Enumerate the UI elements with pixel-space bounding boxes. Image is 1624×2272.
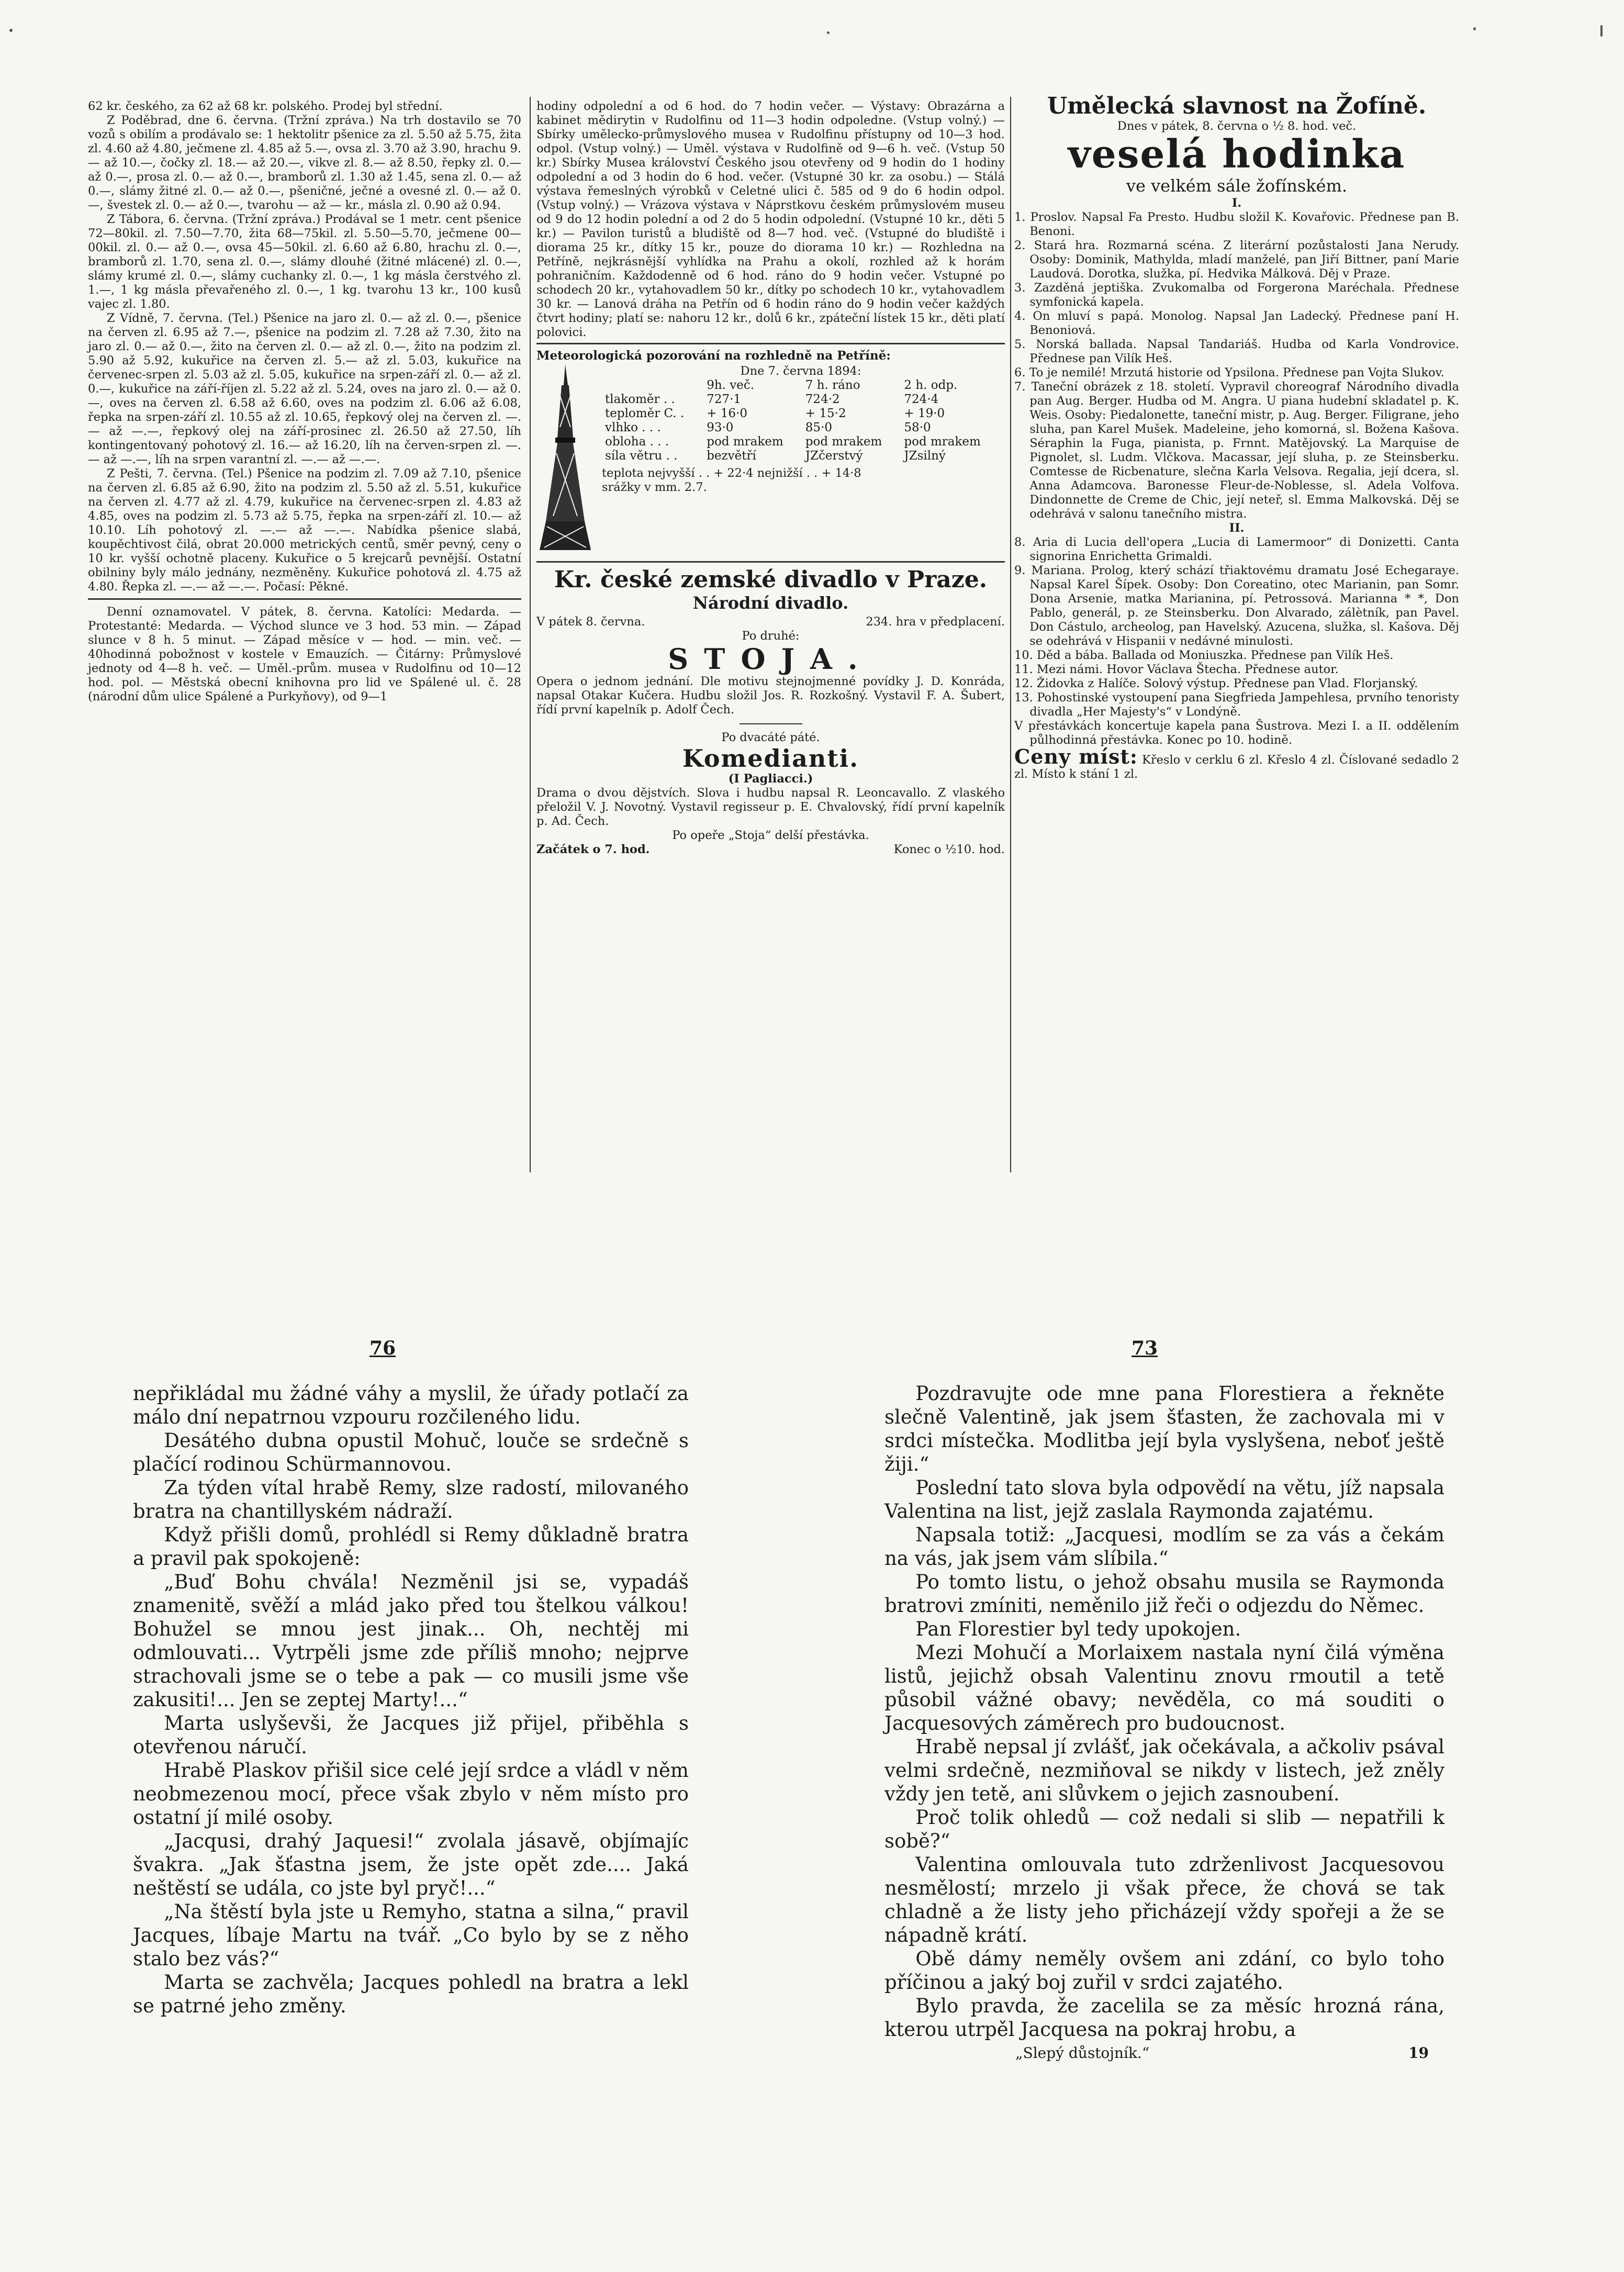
sheet-number: 19 — [1408, 2044, 1429, 2062]
theatre-subtitle: Národní divadlo. — [692, 593, 849, 613]
print-speck — [1473, 27, 1476, 30]
drama-title: Komedianti. — [682, 744, 859, 773]
novel-paragraph: Pozdravujte ode mne pana Florestiera a řekněte slečně Valentině, jak jsem šťasten, že zachovala mi v srdci místečka. Modlitba její byla vyslyšena, neboť ještě žiji.“ — [884, 1382, 1444, 1475]
novel-page-left — [133, 1382, 689, 2018]
novel-page-right — [884, 1382, 1444, 2065]
meteo-header-cell: 2 h. odp. — [904, 378, 958, 392]
drama-description: Drama o dvou dějstvích. Slova i hudbu napsal R. Leoncavallo. Z vlaského přeložil V. J. Novotný. Vystavil regisseur p. E. Chvalovský, řídí první kapelník p. Ad. Čech. — [536, 786, 1005, 828]
festival-column — [1014, 93, 1459, 781]
novel-paragraph: Bylo pravda, že zacelila se za měsíc hrozná rána, kterou utrpěl Jacquesa na pokraj hrobu, a — [884, 1995, 1444, 2041]
section-rule — [536, 340, 1005, 344]
program-item: 2. Stará hra. Rozmarná scéna. Z literární pozůstalosti Jana Nerudy. Osoby: Dominik, Mathylda, mladí manželé, pan Jiří Bittner, paní Marie Laudová. Dorotka, služka, pí. Hedvika Málková. Děj v Praze. — [1014, 239, 1459, 281]
program-item: 3. Zazděná jeptiška. Zvukomalba od Forgerona Maréchala. Přednese symfonická kapela. — [1014, 281, 1459, 309]
print-speck — [9, 29, 13, 32]
theatre-performance: 234. hra v předplacení. — [866, 615, 1005, 629]
meteo-cell: + 19·0 — [904, 407, 945, 420]
program-item: 5. Norská ballada. Napsal Tandariáš. Hudba od Karla Vondrovice. Přednese pan Vilík Heš. — [1014, 338, 1459, 365]
meteo-rainfall: srážky v mm. 2.7. — [602, 480, 707, 494]
meteo-cell: 727·1 — [707, 393, 742, 406]
novel-paragraph: Po tomto listu, o jehož obsahu musila se Raymonda bratrovi zmíniti, neměnilo již řeči o odjezdu do Němec. — [884, 1571, 1444, 1617]
market-reports-column — [88, 99, 521, 704]
times-row — [536, 843, 1005, 857]
program-item: 13. Pohostinské vystoupení pana Siegfrieda Jampehlesa, prvního tenoristy divadla „Her Majesty's“ v Londýně. — [1014, 691, 1459, 719]
section-rule — [88, 594, 521, 600]
novel-paragraph: Hrabě Plaskov přišil sice celé její srdce a vládl v něm neobmezenou mocí, přece však zbylo v něm místo pro ostatní jí milé osoby. — [133, 1759, 689, 1829]
meteo-cell: JZsilný — [904, 449, 946, 463]
novel-paragraph: Napsala totiž: „Jacquesi, modlím se za vás a čekám na vás, jak jsem vám slíbila.“ — [884, 1524, 1444, 1570]
events-column — [536, 99, 1005, 857]
meteo-header-row — [602, 378, 1000, 393]
meteo-cell: + 15·2 — [805, 407, 846, 420]
novel-paragraph: Za týden vítal hrabě Remy, slze radostí, milovaného bratra na chantillyském nádraží. — [133, 1476, 689, 1523]
part-heading: I. — [1231, 196, 1242, 210]
page-number-left: 76 — [369, 1337, 396, 1359]
start-time: Začátek o 7. hod. — [536, 843, 650, 856]
prices-text: Křeslo v cerklu 6 zl. Křeslo 4 zl. Číslované sedadlo 2 zl. Místo k stání 1 zl. — [1014, 753, 1459, 781]
meteo-row — [602, 393, 1000, 407]
program-item: 11. Mezi námi. Hovor Václava Štecha. Přednese autor. — [1014, 663, 1339, 676]
novel-paragraph: Pan Florestier byl tedy upokojen. — [915, 1618, 1241, 1640]
meteo-cell: 724·2 — [805, 393, 840, 406]
market-paragraph: Z Poděbrad, dne 6. června. (Tržní zpráva.) Na trh dostavilo se 70 vozů s obilím a prodávalo se: 1 hektolitr pšenice za zl. 5.50 až 5.75, žita zl. 4.60 až 4.80, ječmene zl. 4.85 až 5.—, ovsa zl. 3.70 až 3.90, hrachu 9.— až 10.—, čočky zl. 18.— až 20.—, vikve zl. 8.— až 8.50, řepky zl. 0.— až 0.—, prosa zl. 0.— až 0.—, bramborů zl. 1.30 až 1.45, sena zl. 0.— až 0.—, slámy žitné zl. 0.— až 0.—, pšeničné, ječné a ovesné zl. 0.— až 0.—, švestek zl. 0.— až 0.—, tvarohu — až — kr., másla zl. 0.90 až 0.94. — [88, 114, 521, 212]
program-item: 9. Mariana. Prolog, který schází třiaktovému dramatu José Echegaraye. Napsal Karel Šípek. Osoby: Don Coreatino, otec Marianin, pan Somr. Dona Arsenie, matka Marianina, pí. Petrossová. Marianna * *, Don Pablo, generál, p. ze Steinsberku. Don Alvarado, zálètník, pan Pavel. Don Cástulo, archeolog, pan Havelský. Azucena, služka, sl. Kašova. Děj se odehrává v Hispanii v nedávné minulosti. — [1014, 564, 1459, 648]
meteo-cell: tlakoměr . . — [605, 393, 675, 406]
meteo-cell: bezvětří — [707, 449, 756, 463]
market-paragraph: Z Vídně, 7. června. (Tel.) Pšenice na jaro zl. 0.— až zl. 0.—, pšenice na červen zl. 6.95 až 7.—, pšenice na podzim zl. 7.28 až 7.30, žito na jaro zl. 0.— až 0.—, žito na červen zl. 0.— až zl. 0.—, žito na podzim zl. 5.90 až 5.92, kukuřice na červen zl. 5.— až zl. 5.03, kukuřice na červenec-srpen zl. 5.03 až zl. 5.05, kukuřice na srpen-září zl. 0.— až zl. 0.—, kukuřice na září-říjen zl. 5.22 až zl. 5.24, oves na jaro zl. 0.— až 0.—, oves na červen zl. 6.58 až 6.60, oves na podzim zl. 6.06 až 6.08, řepka na srpen-září zl. 10.55 až zl. 10.65, řepkový olej na červen zl. —.— až —.—, řepkový olej na září-prosinec zl. 26.50 až 27.50, líh kontingentovaný pohotový zl. 16.— až 16.20, líh na červen-srpen zl. —.— až —.—, líh na srpen varantní zl. —.— až —.—. — [88, 311, 521, 466]
column-rule — [530, 97, 531, 1172]
meteo-cell: 85·0 — [805, 421, 833, 434]
meteo-temperature-extremes: teplota nejvyšší . . + 22·4 nejnižší . . + 14·8 — [602, 466, 861, 480]
theatre-title: Kr. české zemské divadlo v Praze. — [554, 566, 988, 593]
novel-title-footer: „Slepý důstojník.“ — [1015, 2044, 1150, 2062]
program-item: 1. Proslov. Napsal Fa Presto. Hudbu složil K. Kovařovic. Přednese pan B. Benoni. — [1014, 210, 1459, 238]
program-item: 6. To je nemilé! Mrzutá historie od Ypsilona. Přednese pan Vojta Slukov. — [1014, 366, 1444, 379]
drama-subtitle: (I Pagliacci.) — [728, 772, 813, 786]
prices-heading: Ceny míst: — [1014, 745, 1138, 768]
meteo-cell: pod mrakem — [805, 435, 882, 449]
meteo-header-cell: 9h. več. — [707, 378, 755, 392]
festival-date: Dnes v pátek, 8. června o ½ 8. hod. več. — [1117, 119, 1357, 133]
program-item: 7. Taneční obrázek z 18. století. Vypravil choreograf Národního divadla pan Aug. Berger. Hudba od M. Angra. U piana hudební skladatel p. K. Weis. Osoby: Piedalonette, taneční mistr, p. Aug. Berger. Filigrane, jeho sluha, pan Karel Mušek. Madeleine, jeho komorná, sl. Božena Kašova. Séraphin la Fuga, pianista, p. Frnnt. Matějovský. La Marquise de Pignolet, sl. Ludm. Vlčkova. Macassar, její sluha, p. ze Steinsberku. Comtesse de Ricbenature, slečna Karla Velsova. Regalia, její dcera, sl. Anna Adamcova. Baronesse Fleur-de-Noblesse, sl. Adela Volfova. Dindonnette de Creme de Chic, její neteř, sl. Emma Malkovská. Děj se odehrává v salonu tanečního mistra. — [1014, 380, 1459, 521]
novel-paragraph: Marta uslyševši, že Jacques již přijel, přiběhla s otevřenou náručí. — [133, 1712, 689, 1758]
meteo-cell: 724·4 — [904, 393, 939, 406]
exhibitions-text: hodiny odpolední a od 6 hod. do 7 hodin večer. — Výstavy: Obrazárna a kabinet mědirytin v Rudolfinu od 11—3 hodin odpoledne. (Vstup volný.) — Sbírky umělecko-průmyslového musea v Rudolfinu přístupny od 10—3 hod. odpol. (Vstup volný.) — Uměl. výstava v Rudolfině od 9—6 h. več. (Vstup 50 kr.) Sbírky Musea království Českého jsou otevřeny od 9 hodin do 1 hodiny odpolední a od 3 hodin do 6 hod. večer. (Vstupné 30 kr. za osobu.) — Stálá výstava řemeslných výrobků v Celetné ulici č. 585 od 9 do 6 hodin odpol. (Vstup volný.) — Vrázova výstava v Náprstkovu českém průmyslovém museu od 9 do 12 hodin polední a od 2 do 5 hodin odpolední. (Vstupné 10 kr., děti 5 kr.) — Pavilon turistů a bludiště od 8—7 hod. več. (Vstupné do bludiště i diorama 25 kr., dítky 15 kr., pouze do diorama 10 kr.) — Rozhledna na Petříně, nejkrásnější vyhlídka na Prahu a okolí, rozhled až k horám pohraničním. Každodenně od 6 hod. ráno do 9 hodin večer. Vstupné po schodech 20 kr., vytahovadlem 50 kr., dítky po schodech 10 kr., vytahovadlem 30 kr. — Lanová dráha na Petřín od 6 hodin ráno do 9 hodin večer každých čtvrt hodiny; platí se: nahoru 12 kr., dolů 6 kr., zpáteční lístek 15 kr., děti platí polovici. — [536, 99, 1005, 339]
meteo-row — [602, 407, 1000, 421]
meteo-header-cell — [602, 378, 703, 393]
meteo-cell: 93·0 — [707, 421, 734, 434]
meteo-title: Meteorologická pozorování na rozhledně na Petříně: — [536, 349, 891, 363]
novel-paragraph: „Buď Bohu chvála! Nezměnil jsi se, vypadáš znamenitě, svěží a mlád jako před tou štelkou válkou! Bohužel se mnou jest jinak... Oh, nechtěj mi odmlouvati... Vytrpěli jsme zde příliš mnoho; nejprve strachovali jsme se o tebe a pak — co musili jsme vše zakusiti!... Jen se zeptej Marty!...“ — [133, 1571, 689, 1711]
novel-paragraph: Poslední tato slova byla odpovědí na větu, jíž napsala Valentina na list, jejž zaslala Raymonda zajatému. — [884, 1476, 1444, 1523]
end-time: Konec o ½10. hod. — [893, 843, 1005, 856]
meteo-cell: JZčerstvý — [805, 449, 863, 463]
novel-paragraph: „Jacqusi, drahý Jaquesi!“ zvolala jásavě, objímajíc švakra. „Jak šťastna jsem, že jste opět zde.... Jaká neštěstí se udála, co jste byl pryč!...“ — [133, 1830, 689, 1899]
intermission-note: Po opeře „Stoja“ delší přestávka. — [672, 829, 869, 842]
program-item: V přestávkách koncertuje kapela pana Šustrova. Mezi I. a II. oddělením půlhodinná přestávka. Konec po 10. hodině. — [1014, 719, 1459, 747]
program-item: 4. On mluví s papá. Monolog. Napsal Jan Ladecký. Přednese paní H. Benoniová. — [1014, 309, 1459, 337]
novel-paragraph: nepřikládal mu žádné váhy a myslil, že úřady potlačí za málo dní nepatrnou vzpouru rozčileného lidu. — [133, 1382, 689, 1428]
part-heading: II. — [1229, 521, 1245, 535]
market-paragraph: Z Tábora, 6. června. (Tržní zpráva.) Prodával se 1 metr. cent pšenice 72—80kil. zl. 7.50—7.70, žita 68—75kil. zl. 5.50—5.70, ječmene 00—00kil. zl. 0.— až 0.—, ovsa 45—50kil. zl. 6.60 až 6.80, hrachu zl. 0.—, bramborů zl. 1.70, sena zl. 0.—, slámy dlouhé (žitné mlácené) zl. 0.—, slámy krumé zl. 0.—, slámy cuchanky zl. 0.—, 1 kg másla čerstvého zl. 1.—, 1 kg másla převařeného zl. 0.—, 1 kg. tvarohu 13 kr., 100 kusů vajec zl. 1.80. — [88, 212, 521, 311]
novel-paragraph: Obě dámy neměly ovšem ani zdání, co bylo toho příčinou a jaký boj zuřil v srdci zajatého. — [884, 1948, 1444, 1994]
festival-venue: ve velkém sále žofínském. — [1126, 176, 1348, 196]
meteo-table — [602, 378, 1000, 463]
meteo-cell: vlhko . . . — [605, 421, 661, 434]
performance-count: Po druhé: — [742, 629, 800, 643]
novel-paragraph: Proč tolik ohledů — což nedali si slib — nepatřili k sobě?“ — [884, 1806, 1444, 1852]
meteo-cell: + 16·0 — [707, 407, 748, 420]
program-item: 10. Děd a bába. Ballada od Moniuszka. Přednese pan Vilík Heš. — [1014, 648, 1394, 662]
novel-paragraph: Mezi Mohučí a Morlaixem nastala nyní čilá výměna listů, jejichž obsah Valentinu znovu rmoutil a tetě působil vážné obavy; nevěděla, co má souditi o Jacquesových záměrech pro budoucnost. — [884, 1641, 1444, 1734]
novel-paragraph: Marta se zachvěla; Jacques pohledl na bratra a lekl se patrné jeho změny. — [133, 1971, 689, 2017]
novel-paragraph: „Na štěstí byla jste u Remyho, statna a silna,“ pravil Jacques, líbaje Martu na tvář. „Co bylo by se z něho stalo bez vás?“ — [133, 1900, 689, 1970]
meteo-cell: pod mrakem — [707, 435, 783, 449]
performance-count: Po dvacáté páté. — [721, 731, 820, 744]
page-footer — [884, 2041, 1444, 2065]
meteo-cell: obloha . . . — [605, 435, 669, 449]
theatre-date: V pátek 8. června. — [536, 615, 645, 629]
meteo-cell: pod mrakem — [904, 435, 981, 449]
novel-paragraph: Desátého dubna opustil Mohuč, louče se srdečně s plačící rodinou Schürmannovou. — [133, 1429, 689, 1475]
meteo-row — [602, 435, 1000, 449]
meteo-row — [602, 421, 1000, 435]
market-paragraph: 62 kr. českého, za 62 až 68 kr. polského. Prodej byl střední. — [88, 99, 443, 113]
meteo-cell: 58·0 — [904, 421, 931, 434]
meteo-date: Dne 7. června 1894: — [740, 364, 861, 378]
print-speck — [827, 31, 830, 34]
daily-announcements: Denní oznamovatel. V pátek, 8. června. Katolíci: Medarda. — Protestanté: Medarda. — Východ slunce ve 3 hod. 53 min. — Západ slunce v 8 h. 5 minut. — Západ měsíce v — hod. — min. več. — 40hodinná pobožnost v kostele v Emauzích. — Čitárny: Průmyslové jednoty od 4—8 h. več. — Uměl.-prům. musea v Rudolfinu od 10—12 hod. pol. — Městská obecní knihovna pro lid ve Spálené ul. č. 28 (národní dům ulice Spálené a Purkyňovy), od 9—1 — [88, 605, 521, 703]
festival-title: Umělecká slavnost na Žofíně. — [1047, 93, 1427, 119]
petrin-tower-icon — [536, 364, 594, 553]
section-rule — [536, 561, 1005, 563]
column-rule — [1010, 97, 1011, 1172]
opera-title: STOJA. — [668, 642, 873, 676]
meteo-cell: síla větru . . — [605, 449, 678, 463]
program-item: 8. Aria di Lucia dell'opera „Lucia di Lamermoor“ di Donizetti. Canta signorina Enrichetta Grimaldi. — [1014, 535, 1459, 563]
print-speck — [1600, 25, 1603, 37]
novel-paragraph: Hrabě nepsal jí zvlášť, jak očekávala, a ačkoliv psával velmi srdečně, nezmiňoval se nikdy v listech, jež zněly vždy jen tetě, ani slůvkem o jejich zasnoubení. — [884, 1736, 1444, 1805]
meteo-header-cell: 7 h. ráno — [805, 378, 860, 392]
meteo-cell: teploměr C. . — [605, 407, 685, 420]
page-number-right: 73 — [1132, 1337, 1158, 1359]
festival-headline: veselá hodinka — [1068, 132, 1406, 177]
short-rule — [740, 723, 802, 724]
program-item: 12. Židovka z Halíče. Solový výstup. Přednese pan Vlad. Florjanský. — [1014, 677, 1418, 690]
novel-paragraph: Valentina omlouvala tuto zdrženlivost Jacquesovou nesmělostí; mrzelo ji však přece, že chová se tak chladně a že listy jeho přicházejí vždy spořeji a že se nápadně krátí. — [884, 1853, 1444, 1946]
meteo-block — [536, 349, 1005, 558]
novel-paragraph: Když přišli domů, prohlédl si Remy důkladně bratra a pravil pak spokojeně: — [133, 1524, 689, 1570]
meteo-row — [602, 449, 1000, 463]
opera-description: Opera o jednom jednání. Dle motivu stejnojmenné povídky J. D. Konráda, napsal Otakar Kučera. Hudbu složil Jos. R. Rozkošný. Vystavil F. A. Šubert, řídí první kapelník p. Adolf Čech. — [536, 675, 1005, 717]
market-paragraph: Z Pešti, 7. června. (Tel.) Pšenice na podzim zl. 7.09 až 7.10, pšenice na červen zl. 6.85 až 6.90, žito na podzim zl. 5.50 až zl. 5.51, kukuřice na červen zl. 4.77 až zl. 4.79, kukuřice na červenec-srpen zl. 4.83 až 4.85, oves na podzim zl. 5.73 až 5.75, řepka na srpen-září zl. 10.— až 10.10. Líh pohotový zl. —.— až —.—. Nabídka pšenice slabá, koupěchtivost čilá, obrat 20.000 metrických centů, směr pevný, ceny o 10 kr. vyšší ochotně placeny. Kukuřice o 5 krejcarů pevnější. Ostatní obilniny byly málo jednány, nezměněny. Kukuřice pohotová zl. 4.75 až 4.80. Řepka zl. —.— až —.—. Počasí: Pěkné. — [88, 467, 521, 594]
theatre-date-row — [536, 615, 1005, 629]
prices-line — [1014, 745, 1459, 781]
